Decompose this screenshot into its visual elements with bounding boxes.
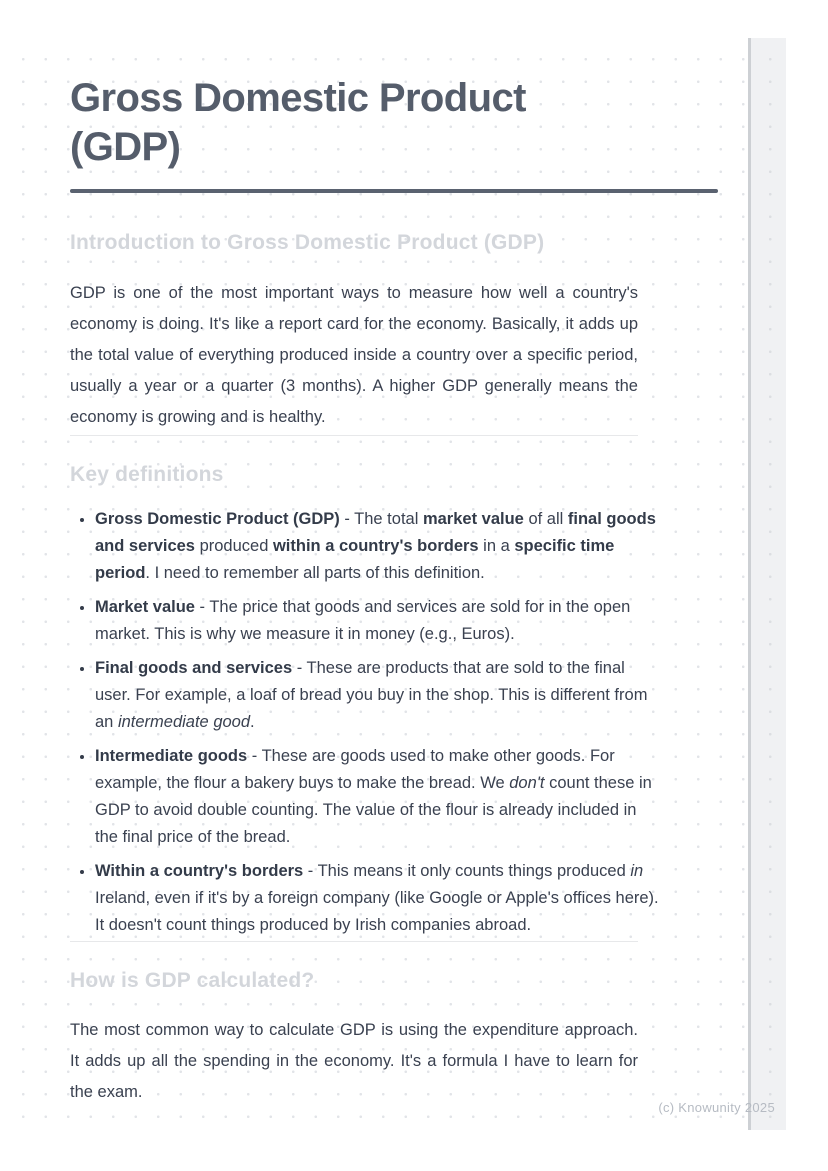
text-segment: Ireland, even if it's by a foreign company (like Google or Apple's offices here). It doesn't count things produced by Irish companies abroad. bbox=[95, 889, 659, 934]
text-segment: . I need to remember all parts of this definition. bbox=[145, 564, 485, 582]
text-segment: Final goods and services bbox=[95, 659, 293, 677]
section-heading-how-calculated: How is GDP calculated? bbox=[70, 969, 315, 992]
how-calculated-paragraph: The most common way to calculate GDP is using the expenditure approach. It adds up all the spending in the economy. It's a formula I have to learn for the exam. bbox=[70, 1021, 638, 1101]
text-segment: Gross Domestic Product (GDP) bbox=[95, 510, 340, 528]
text-segment: Intermediate goods bbox=[95, 747, 248, 765]
text-segment: specific time period bbox=[95, 537, 615, 582]
section-heading-key-definitions: Key definitions bbox=[70, 463, 224, 486]
text-segment: of all bbox=[523, 510, 568, 528]
page-title-line-2: (GDP) bbox=[70, 125, 181, 169]
text-segment: in bbox=[630, 862, 644, 880]
document-content bbox=[70, 38, 718, 1108]
text-segment: Market value bbox=[95, 598, 195, 616]
text-segment: count these in GDP to avoid double counting. The value of the flour is already included in the final price of the bread. bbox=[95, 774, 652, 846]
title-divider bbox=[70, 189, 718, 193]
section-intro bbox=[70, 232, 718, 433]
section-divider bbox=[70, 435, 638, 436]
definitions-list bbox=[70, 506, 663, 939]
intro-paragraph: GDP is one of the most important ways to measure how well a country's economy is doing. It's like a report card for the economy. Basically, it adds up the total value of everything produced inside a country over a specific period, usually a year or a quarter (3 months). A higher GDP generally means the economy is growing and is healthy. bbox=[70, 284, 638, 426]
text-segment: - These are products that are sold to the final user. For example, a loaf of bread you buy in the shop. This is different from an bbox=[95, 659, 648, 731]
page-edge-strip bbox=[748, 38, 786, 1130]
list-item bbox=[95, 743, 663, 851]
text-segment: - The total bbox=[339, 510, 423, 528]
copyright-footer: (c) Knowunity 2025 bbox=[658, 1100, 775, 1115]
document-page bbox=[8, 38, 748, 1132]
text-segment: - These are goods used to make other goods. For example, the flour a bakery buys to make the bread. We bbox=[95, 747, 615, 792]
section-heading-intro: Introduction to Gross Domestic Product (GDP) bbox=[70, 231, 545, 254]
text-segment: - The price that goods and services are sold for in the open market. This is why we measure it in money (e.g., Euros). bbox=[95, 598, 631, 643]
page-title-line-1: Gross Domestic Product bbox=[70, 76, 526, 120]
section-key-definitions bbox=[70, 464, 718, 939]
text-segment: in a bbox=[478, 537, 515, 555]
list-item bbox=[95, 655, 663, 736]
section-how-calculated bbox=[70, 970, 718, 1108]
text-segment: intermediate good bbox=[117, 713, 251, 731]
list-item bbox=[95, 858, 663, 939]
text-segment: produced bbox=[194, 537, 273, 555]
text-segment: within a country's borders bbox=[272, 537, 479, 555]
text-segment: market value bbox=[422, 510, 524, 528]
text-segment: . bbox=[250, 713, 255, 731]
page-title bbox=[70, 38, 718, 172]
text-segment: final goods and services bbox=[95, 510, 656, 555]
text-segment: - This means it only counts things produced bbox=[303, 862, 631, 880]
text-segment: don't bbox=[509, 774, 545, 792]
section-divider bbox=[70, 941, 638, 942]
list-item bbox=[95, 506, 663, 587]
text-segment: Within a country's borders bbox=[95, 862, 304, 880]
list-item bbox=[95, 594, 663, 648]
